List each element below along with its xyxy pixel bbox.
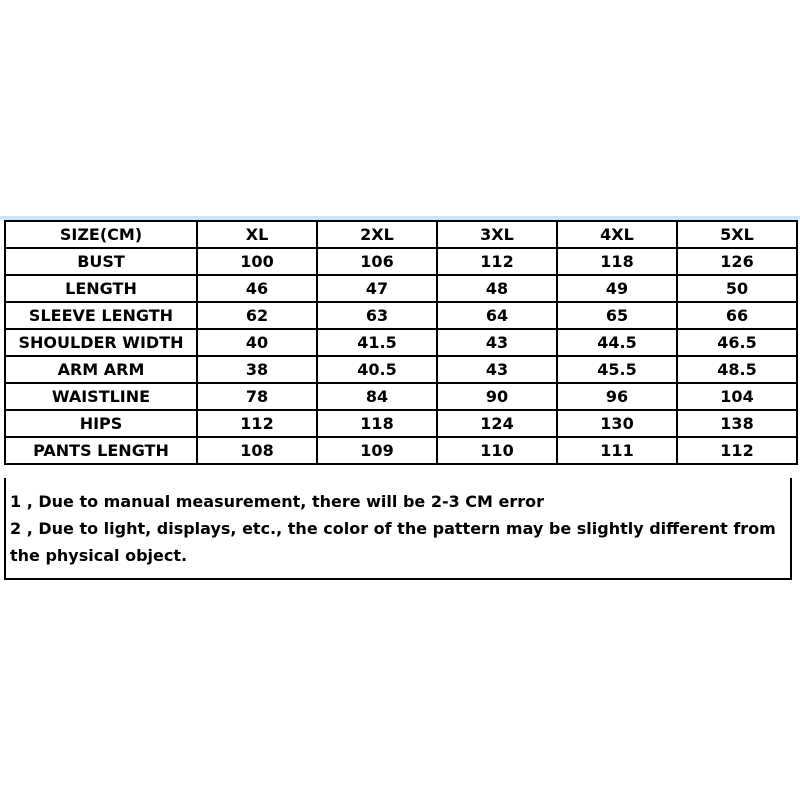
row-label: PANTS LENGTH — [5, 437, 197, 464]
row-label: ARM ARM — [5, 356, 197, 383]
notes-box — [4, 478, 792, 580]
table-cell: 44.5 — [557, 329, 677, 356]
row-label: WAISTLINE — [5, 383, 197, 410]
table-cell: 138 — [677, 410, 797, 437]
table-header-row — [5, 221, 797, 248]
table-row — [5, 329, 797, 356]
table-row — [5, 275, 797, 302]
table-cell: 130 — [557, 410, 677, 437]
row-label: SLEEVE LENGTH — [5, 302, 197, 329]
table-cell: 40 — [197, 329, 317, 356]
table-cell: 112 — [677, 437, 797, 464]
note-measurement-error: 1 , Due to manual measurement, there will be 2-3 CM error — [10, 492, 545, 511]
table-row — [5, 410, 797, 437]
table-cell: 50 — [677, 275, 797, 302]
table-row — [5, 248, 797, 275]
header-cell: 2XL — [317, 221, 437, 248]
header-cell: 5XL — [677, 221, 797, 248]
table-cell: 109 — [317, 437, 437, 464]
header-cell: 4XL — [557, 221, 677, 248]
table-row — [5, 302, 797, 329]
table-cell: 118 — [317, 410, 437, 437]
table-cell: 111 — [557, 437, 677, 464]
table-cell: 46.5 — [677, 329, 797, 356]
table-cell: 63 — [317, 302, 437, 329]
row-label: LENGTH — [5, 275, 197, 302]
table-cell: 112 — [197, 410, 317, 437]
table-cell: 100 — [197, 248, 317, 275]
header-cell: SIZE(CM) — [5, 221, 197, 248]
table-cell: 62 — [197, 302, 317, 329]
table-cell: 110 — [437, 437, 557, 464]
table-cell: 45.5 — [557, 356, 677, 383]
table-cell: 48.5 — [677, 356, 797, 383]
table-cell: 66 — [677, 302, 797, 329]
table-cell: 108 — [197, 437, 317, 464]
row-label: SHOULDER WIDTH — [5, 329, 197, 356]
table-cell: 43 — [437, 356, 557, 383]
table-cell: 96 — [557, 383, 677, 410]
note-color-difference: 2 , Due to light, displays, etc., the color of the pattern may be slightly different from the physical object. — [10, 519, 776, 565]
header-cell: 3XL — [437, 221, 557, 248]
table-cell: 126 — [677, 248, 797, 275]
table-cell: 118 — [557, 248, 677, 275]
table-cell: 40.5 — [317, 356, 437, 383]
table-cell: 46 — [197, 275, 317, 302]
table-row — [5, 383, 797, 410]
table-cell: 124 — [437, 410, 557, 437]
size-chart-table — [4, 220, 798, 465]
table-cell: 65 — [557, 302, 677, 329]
table-cell: 47 — [317, 275, 437, 302]
table-cell: 64 — [437, 302, 557, 329]
row-label: HIPS — [5, 410, 197, 437]
table-cell: 90 — [437, 383, 557, 410]
table-row — [5, 356, 797, 383]
table-cell: 106 — [317, 248, 437, 275]
table-cell: 41.5 — [317, 329, 437, 356]
table-cell: 43 — [437, 329, 557, 356]
header-cell: XL — [197, 221, 317, 248]
row-label: BUST — [5, 248, 197, 275]
table-row — [5, 437, 797, 464]
table-cell: 112 — [437, 248, 557, 275]
table-cell: 38 — [197, 356, 317, 383]
table-cell: 49 — [557, 275, 677, 302]
table-cell: 78 — [197, 383, 317, 410]
table-cell: 48 — [437, 275, 557, 302]
table-cell: 84 — [317, 383, 437, 410]
table-cell: 104 — [677, 383, 797, 410]
